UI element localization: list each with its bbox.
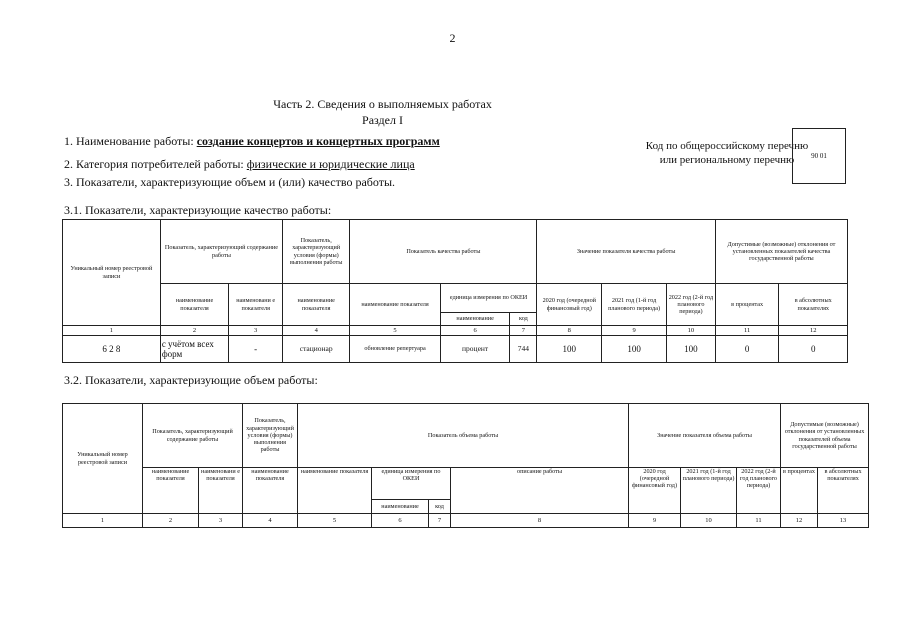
- cell-content-2: -: [229, 336, 283, 363]
- header-okei-name: наименование: [372, 500, 429, 514]
- volume-subheading: 3.2. Показатели, характеризующие объем работы:: [64, 373, 318, 387]
- cell-condition: стационар: [283, 336, 350, 363]
- column-number: 2: [143, 514, 199, 528]
- cell-deviation-absolute: 0: [779, 336, 848, 363]
- consumer-category-label: 2. Категория потребителей работы:: [64, 157, 247, 171]
- part-title: Часть 2. Сведения о выполняемых работах: [273, 97, 492, 111]
- header-work-description: описание работы: [451, 468, 629, 514]
- quality-subheading: 3.1. Показатели, характеризующие качество работы:: [64, 203, 332, 217]
- column-number: 5: [350, 326, 440, 336]
- cell-unit-name: процент: [440, 336, 510, 363]
- header-year-2021: 2021 год (1-й год планового периода): [602, 284, 667, 326]
- indicators-heading: 3. Показатели, характеризующие объем и (или) качество работы.: [64, 175, 396, 189]
- header-name-3: наименование показателя: [283, 284, 350, 326]
- header-allowed-deviation: Допустимые (возможные) отклонения от установленных показателей объема государственной работы: [781, 404, 869, 468]
- header-name-1: наименование показателя: [143, 468, 199, 514]
- header-allowed-deviation: Допустимые (возможные) отклонения от установленных показателей качества государственной работы: [715, 220, 847, 284]
- header-content-indicator: Показатель, характеризующий содержание работы: [160, 220, 282, 284]
- header-percent: в процентах: [781, 468, 818, 514]
- header-okei: единица измерения по ОКЕИ: [372, 468, 451, 500]
- header-okei-name: наименование: [440, 313, 510, 326]
- column-number: 8: [537, 326, 602, 336]
- cell-unique-number: 6 2 8: [63, 336, 161, 363]
- cell-deviation-percent: 0: [715, 336, 779, 363]
- header-year-2022: 2022 год (2-й год планового периода): [666, 284, 715, 326]
- header-okei-code: код: [429, 500, 451, 514]
- column-number: 2: [160, 326, 228, 336]
- header-content-indicator: Показатель, характеризующий содержание работы: [143, 404, 243, 468]
- work-name-line: [64, 134, 440, 149]
- column-number: 12: [779, 326, 848, 336]
- column-number: 1: [63, 326, 161, 336]
- column-number: 5: [298, 514, 372, 528]
- cell-value-2020: 100: [537, 336, 602, 363]
- header-condition-indicator: Показатель, характеризующий условия (формы) выполнения работы: [243, 404, 298, 468]
- header-year-2020: 2020 год (очередной финансовый год): [537, 284, 602, 326]
- code-label: Код по общероссийскому перечню или региональному перечню: [645, 140, 809, 166]
- cell-value-2021: 100: [602, 336, 667, 363]
- header-quality-value: Значение показателя качества работы: [537, 220, 716, 284]
- column-number: 8: [451, 514, 629, 528]
- column-number: 4: [243, 514, 298, 528]
- page-number: 2: [449, 31, 456, 45]
- cell-value-2022: 100: [666, 336, 715, 363]
- work-name-value: создание концертов и концертных программ: [196, 134, 440, 148]
- column-number: 9: [629, 514, 681, 528]
- header-year-2022: 2022 год (2-й год планового периода): [737, 468, 781, 514]
- cell-content: с учётом всех форм: [160, 336, 228, 363]
- column-number: 12: [781, 514, 818, 528]
- column-number: 10: [681, 514, 737, 528]
- header-percent: в процентах: [715, 284, 779, 326]
- header-unique-number: Уникальный номер реестровой записи: [63, 220, 161, 326]
- header-absolute: в абсолютных показателях: [818, 468, 869, 514]
- column-number: 3: [229, 326, 283, 336]
- consumer-category-value: физические и юридические лица: [246, 157, 415, 171]
- column-number: 3: [199, 514, 243, 528]
- cell-unit-code: 744: [510, 336, 537, 363]
- header-name-3: наименование показателя: [243, 468, 298, 514]
- quality-table: [62, 219, 848, 363]
- volume-table: [62, 403, 869, 528]
- header-year-2021: 2021 год (1-й год планового периода): [681, 468, 737, 514]
- table-row: [63, 336, 848, 363]
- header-quality-indicator: Показатель качества работы: [350, 220, 537, 284]
- column-number: 6: [372, 514, 429, 528]
- column-number: 11: [737, 514, 781, 528]
- header-year-2020: 2020 год (очередной финансовый год): [629, 468, 681, 514]
- work-name-label: 1. Наименование работы:: [64, 134, 197, 148]
- header-condition-indicator: Показатель, характеризующий условия (формы) выполнения работы: [283, 220, 350, 284]
- header-unique-number: Уникальный номер реестровой записи: [63, 404, 143, 514]
- section-title: Раздел I: [362, 113, 403, 127]
- header-okei: единица измерения по ОКЕИ: [440, 284, 537, 313]
- header-volume-indicator: Показатель объема работы: [298, 404, 629, 468]
- column-number: 10: [666, 326, 715, 336]
- header-volume-value: Значение показателя объема работы: [629, 404, 781, 468]
- header-okei-code: код: [510, 313, 537, 326]
- column-number: 13: [818, 514, 869, 528]
- column-number: 9: [602, 326, 667, 336]
- column-number: 11: [715, 326, 779, 336]
- cell-quality-name: обновление репертуара: [350, 336, 440, 363]
- column-number: 6: [440, 326, 510, 336]
- consumer-category-line: [64, 157, 415, 172]
- code-value: 90 01: [792, 128, 846, 184]
- header-name-2: наименовани е показателя: [199, 468, 243, 514]
- header-quality-name: наименование показателя: [350, 284, 440, 326]
- header-name-2: наименовани е показателя: [229, 284, 283, 326]
- column-number: 4: [283, 326, 350, 336]
- column-number: 1: [63, 514, 143, 528]
- column-number: 7: [429, 514, 451, 528]
- header-absolute: в абсолютных показателях: [779, 284, 848, 326]
- column-number: 7: [510, 326, 537, 336]
- header-name-1: наименование показателя: [160, 284, 228, 326]
- header-volume-name: наименование показателя: [298, 468, 372, 514]
